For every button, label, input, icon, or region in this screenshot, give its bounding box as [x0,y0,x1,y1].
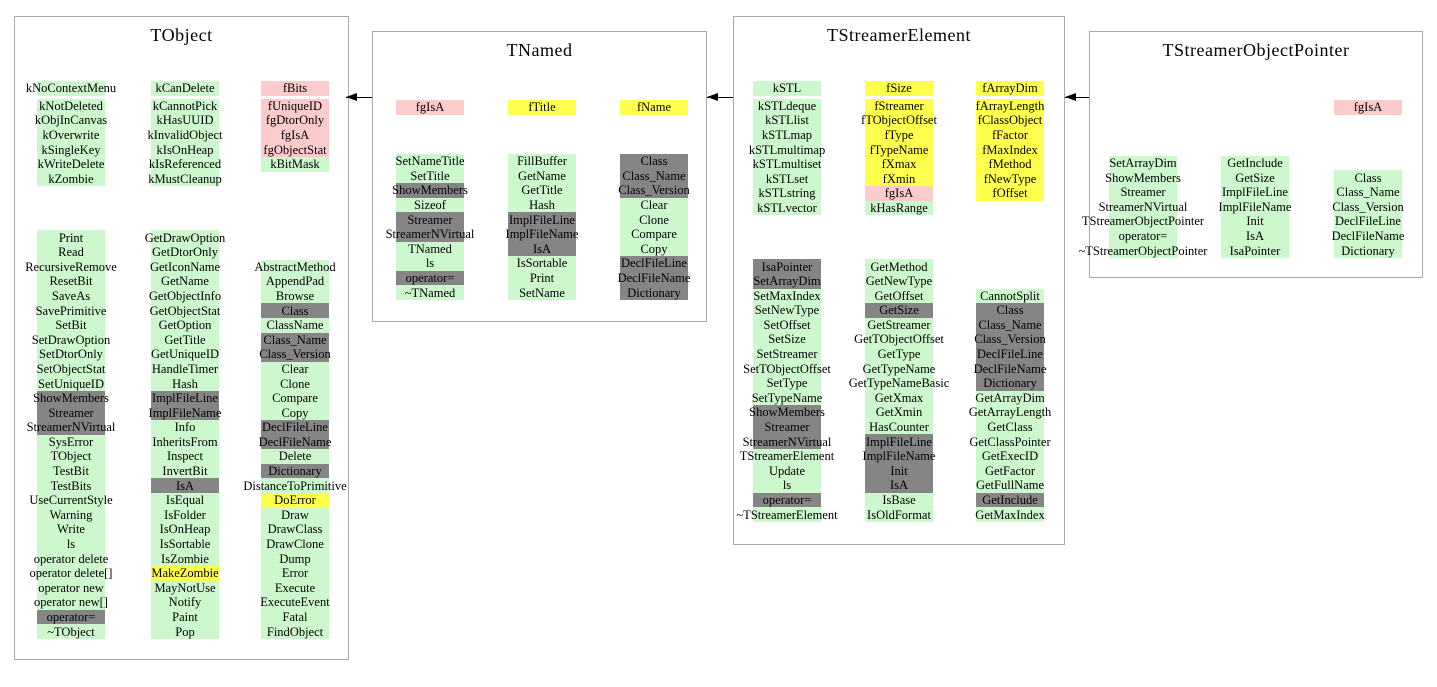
member-cell: GetMethod [865,259,933,274]
member-cell: ShowMembers [392,183,468,198]
member-cell: Class_Name [976,318,1044,333]
member-cell: GetOption [151,318,219,333]
member-cell: InheritsFrom [152,434,218,449]
member-cell: Dictionary [976,376,1044,391]
member-cell: GetUniqueID [150,347,220,362]
member-cell: GetIconName [149,259,221,274]
member-cell: IsA [1221,229,1289,244]
member-cell: fNewType [976,172,1044,187]
member-cell: Notify [151,595,219,610]
member-cell: kSTL [753,81,821,96]
member-cell: kCanDelete [151,81,219,96]
methods-column [955,259,1065,522]
member-cell: fOffset [976,186,1044,201]
top-column [130,81,240,186]
member-cell: GetXmin [865,405,933,420]
member-cell: Class_Version [259,347,331,362]
member-cell: IsEqual [151,493,219,508]
member-cell: IsOnHeap [151,522,219,537]
member-cell: IsaPointer [1221,243,1289,258]
member-cell: kIsReferenced [148,157,222,172]
member-cell: DrawClass [261,522,329,537]
member-cell: fgObjectStat [261,142,329,157]
member-cell: SetTObjectOffset [743,361,831,376]
member-cell: IsFolder [151,508,219,523]
member-cell: Paint [151,610,219,625]
member-cell: GetExecID [976,449,1044,464]
member-cell: kOverwrite [37,128,105,143]
member-cell: DeclFileLine [621,256,687,271]
member-cell: fTitle [508,100,576,115]
member-cell: ExecuteEvent [260,595,330,610]
member-cell: kSTLset [753,172,821,187]
member-cell: fClassObject [977,113,1043,128]
member-cell: Print [37,230,105,245]
class-box-tnamed [372,31,707,322]
member-cell: Sizeof [396,198,464,213]
arrow-head-icon [1065,93,1076,101]
member-cell: IsA [508,242,576,257]
member-cell: kNoContextMenu [25,81,117,96]
member-cell: GetFullName [975,478,1045,493]
member-cell: IsA [151,478,219,493]
member-cell: GetDtorOnly [152,245,218,260]
member-cell: GetSize [1221,171,1289,186]
member-cell: GetMaxIndex [975,507,1045,522]
member-cell: Copy [261,406,329,421]
member-cell: SetBit [37,318,105,333]
member-cell: ImplFileName [148,405,222,420]
member-cell: GetTypeNameBasic [848,376,950,391]
member-cell: ImplFileLine [866,434,932,449]
member-cell: fgIsA [865,186,933,201]
member-cell: GetTitle [508,183,576,198]
member-cell: StreamerNVirtual [26,420,116,435]
member-cell: Class [1334,170,1402,185]
methods-column [732,259,842,522]
member-cell: kMustCleanup [148,171,222,186]
member-cell: Clear [261,362,329,377]
member-cell: DrawClone [261,537,329,552]
class-title: TStreamerElement [827,25,971,45]
member-cell: Warning [37,508,105,523]
member-cell: Class_Name [620,169,688,184]
member-cell: GetDrawOption [144,230,226,245]
member-cell: SetTypeName [751,390,823,405]
member-cell: ClassName [261,318,329,333]
member-cell: fArrayLength [975,98,1045,113]
member-cell: kHasUUID [151,113,219,128]
member-cell: GetXmax [865,391,933,406]
member-cell: Read [37,245,105,260]
member-cell: Init [1221,214,1289,229]
member-cell: kObjInCanvas [34,113,108,128]
member-cell: Hash [508,198,576,213]
member-cell: StreamerNVirtual [742,434,832,449]
member-cell: GetInclude [976,493,1044,508]
member-cell: fXmin [865,172,933,187]
top-column [1313,100,1423,118]
member-cell: Class [976,303,1044,318]
member-cell: CannotSplit [976,289,1044,304]
member-cell: kInvalidObject [147,127,223,142]
member-cell: SetName [508,285,576,300]
member-cell: StreamerNVirtual [385,227,475,242]
member-cell: GetOffset [865,289,933,304]
member-cell: fFactor [976,128,1044,143]
member-cell: fType [865,128,933,143]
member-cell: Delete [261,449,329,464]
member-cell: TStreamerElement [739,449,835,464]
member-cell: Dictionary [620,285,688,300]
member-cell: Init [865,464,933,479]
member-cell: GetStreamer [865,318,933,333]
member-cell: GetFactor [976,464,1044,479]
class-title: TStreamerObjectPointer [1162,40,1350,60]
member-cell: SetType [753,376,821,391]
member-cell: kSTLlist [753,113,821,128]
member-cell: Hash [151,376,219,391]
member-cell: GetTObjectOffset [854,332,944,347]
top-column [955,81,1065,201]
member-cell: ls [753,478,821,493]
member-cell: TStreamerObjectPointer [1081,214,1205,229]
member-cell: kSTLmultiset [752,157,822,172]
arrow-head-icon [346,93,357,101]
member-cell: kSTLmap [753,128,821,143]
member-cell: GetType [865,347,933,362]
methods-column [1200,156,1310,258]
member-cell: DistanceToPrimitive [243,478,347,493]
member-cell: GetTypeName [862,361,936,376]
member-cell: IsBase [865,493,933,508]
member-cell: AppendPad [261,274,329,289]
member-cell: InvertBit [151,464,219,479]
member-cell: ImplFileName [862,449,936,464]
member-cell: fUniqueID [261,99,329,114]
member-cell: Update [753,464,821,479]
member-cell: Draw [261,508,329,523]
member-cell: kHasRange [865,201,933,216]
member-cell: TObject [37,449,105,464]
top-column [487,100,597,118]
member-cell: fgDtorOnly [261,113,329,128]
methods-column [844,259,954,522]
member-cell: GetTitle [151,333,219,348]
member-cell: Print [508,271,576,286]
member-cell: fSize [865,81,933,96]
member-cell: ImplFileName [1218,199,1292,214]
member-cell: Dictionary [261,464,329,479]
member-cell: GetName [508,169,576,184]
member-cell: SetArrayDim [753,274,821,289]
member-cell: Class_Version [1332,199,1404,214]
member-cell: DeclFileName [973,361,1047,376]
methods-column [1313,156,1423,258]
member-cell: Fatal [261,610,329,625]
top-column [599,100,709,118]
member-cell: kSTLmultimap [748,142,826,157]
member-cell: Clear [620,198,688,213]
member-cell: kSTLdeque [753,99,821,114]
member-cell: SetSize [753,332,821,347]
member-cell: Class [620,154,688,169]
member-cell: StreamerNVirtual [1098,199,1188,214]
member-cell: SetNewType [754,303,820,318]
member-cell: MakeZombie [151,566,219,581]
member-cell: ImplFileName [505,227,579,242]
member-cell: Class [261,303,329,318]
methods-column [130,230,240,639]
member-cell: Class_Version [618,183,690,198]
member-cell: ShowMembers [1105,170,1181,185]
member-cell: ShowMembers [749,405,825,420]
member-cell: TNamed [396,242,464,257]
methods-column [1078,156,1208,258]
member-cell: fArrayDim [976,81,1044,96]
member-cell: IsOldFormat [865,507,933,522]
member-cell: Class_Name [261,333,329,348]
member-cell: Class_Name [1334,185,1402,200]
class-title: TObject [150,25,213,45]
member-cell: Dictionary [1334,243,1402,258]
member-cell: TestBits [37,478,105,493]
member-cell: SetArrayDim [1109,156,1177,171]
member-cell: ImplFileLine [509,212,575,227]
member-cell: GetInclude [1221,156,1289,171]
member-cell: Compare [620,227,688,242]
member-cell: SetDtorOnly [37,347,105,362]
member-cell: SetTitle [396,169,464,184]
member-cell: kBitMask [261,157,329,172]
member-cell: fTypeName [865,142,933,157]
member-cell: fXmax [865,157,933,172]
member-cell: fgIsA [396,100,464,115]
member-cell: SetStreamer [753,347,821,362]
member-cell: Write [37,522,105,537]
member-cell: operator= [753,493,821,508]
member-cell: SysError [37,435,105,450]
methods-column [16,230,126,639]
member-cell: operator new[] [34,595,108,610]
member-cell: AbstractMethod [254,259,336,274]
member-cell: Clone [261,376,329,391]
member-cell: FindObject [261,624,329,639]
member-cell: ~TStreamerElement [736,507,838,522]
member-cell: GetClass [976,420,1044,435]
member-cell: SetOffset [753,318,821,333]
member-cell: Error [261,566,329,581]
member-cell: Streamer [396,212,464,227]
member-cell: operator delete [33,551,109,566]
member-cell: SetObjectStat [36,361,106,376]
member-cell: ls [396,256,464,271]
member-cell: GetArrayLength [968,405,1052,420]
member-cell: MayNotUse [151,581,219,596]
member-cell: GetObjectStat [149,303,221,318]
member-cell: fBits [261,81,329,96]
member-cell: GetObjectInfo [148,288,222,303]
inheritance-arrow [707,93,733,102]
methods-column [599,154,709,300]
member-cell: kZombie [37,172,105,187]
member-cell: ImplFileLine [152,391,218,406]
inheritance-arrow [1065,93,1089,102]
member-cell: DeclFileName [258,434,332,449]
inheritance-arrow [346,93,372,102]
member-cell: IsZombie [151,551,219,566]
member-cell: HandleTimer [151,361,219,376]
member-cell: fName [620,100,688,115]
member-cell: kSTLvector [753,201,821,216]
member-cell: SetMaxIndex [753,288,821,303]
member-cell: RecursiveRemove [25,259,117,274]
top-column [240,81,350,172]
member-cell: DeclFileLine [1335,214,1401,229]
member-cell: fgIsA [1334,100,1402,115]
member-cell: DeclFileLine [977,347,1043,362]
methods-column [375,154,485,300]
class-box-tobject [14,16,349,660]
methods-column [240,230,350,639]
class-title: TNamed [506,40,573,60]
member-cell: Streamer [37,406,105,421]
top-column [375,100,485,118]
class-box-tstreamerobjectpointer [1078,31,1423,278]
top-column [844,81,954,215]
methods-column [487,154,597,300]
member-cell: SaveAs [37,289,105,304]
member-cell: GetSize [865,303,933,318]
member-cell: GetClassPointer [969,434,1051,449]
member-cell: ResetBit [37,274,105,289]
member-cell: GetName [151,274,219,289]
member-cell: ShowMembers [33,391,109,406]
member-cell: Clone [620,212,688,227]
member-cell: SetUniqueID [38,376,104,391]
member-cell: GetNewType [865,274,933,289]
member-cell: IsSortable [508,256,576,271]
member-cell: kCannotPick [152,98,218,113]
member-cell: IsaPointer [753,259,821,274]
member-cell: Pop [151,624,219,639]
member-cell: HasCounter [865,420,933,435]
member-cell: UseCurrentStyle [29,493,113,508]
member-cell: DeclFileName [617,271,691,285]
member-cell: ~TStreamerObjectPointer [1078,243,1208,258]
arrow-head-icon [707,93,718,101]
member-cell: DeclFileLine [262,420,328,435]
member-cell: Inspect [151,449,219,464]
member-cell: kIsOnHeap [151,142,219,157]
member-cell: Streamer [1109,185,1177,200]
member-cell: ~TNamed [396,285,464,300]
top-column [16,81,126,186]
member-cell: SetNameTitle [395,154,465,169]
member-cell: IsSortable [151,537,219,552]
member-cell: kSTLstring [753,186,821,201]
member-cell: operator= [1109,229,1177,244]
member-cell: fStreamer [865,99,933,114]
class-box-tstreamerelement [733,16,1065,545]
member-cell: fMaxIndex [976,142,1044,157]
member-cell: Info [151,420,219,435]
member-cell: kSingleKey [37,142,105,157]
member-cell: ImplFileLine [1222,185,1288,200]
member-cell: ~TObject [37,624,105,639]
member-cell: operator delete[] [29,566,113,581]
member-cell: kWriteDelete [37,157,105,172]
member-cell: kNotDeleted [37,99,105,114]
member-cell: DoError [261,493,329,508]
top-column [732,81,842,215]
member-cell: Copy [620,242,688,257]
member-cell: FillBuffer [508,154,576,169]
member-cell: SetDrawOption [31,332,111,347]
member-cell: Streamer [753,420,821,435]
member-cell: Dump [261,551,329,566]
member-cell: operator= [37,610,105,625]
member-cell: fTObjectOffset [861,113,937,128]
member-cell: IsA [865,478,933,493]
member-cell: Class_Version [974,332,1046,347]
member-cell: Browse [261,289,329,304]
member-cell: SavePrimitive [35,303,107,318]
member-cell: GetArrayDim [975,390,1045,405]
member-cell: Execute [261,581,329,596]
member-cell: operator= [396,271,464,286]
member-cell: ls [37,537,105,552]
member-cell: DeclFileName [1331,229,1405,243]
member-cell: Compare [261,391,329,406]
member-cell: operator new [38,580,104,595]
member-cell: TestBit [37,464,105,479]
member-cell: fgIsA [261,128,329,143]
member-cell: fMethod [976,157,1044,172]
